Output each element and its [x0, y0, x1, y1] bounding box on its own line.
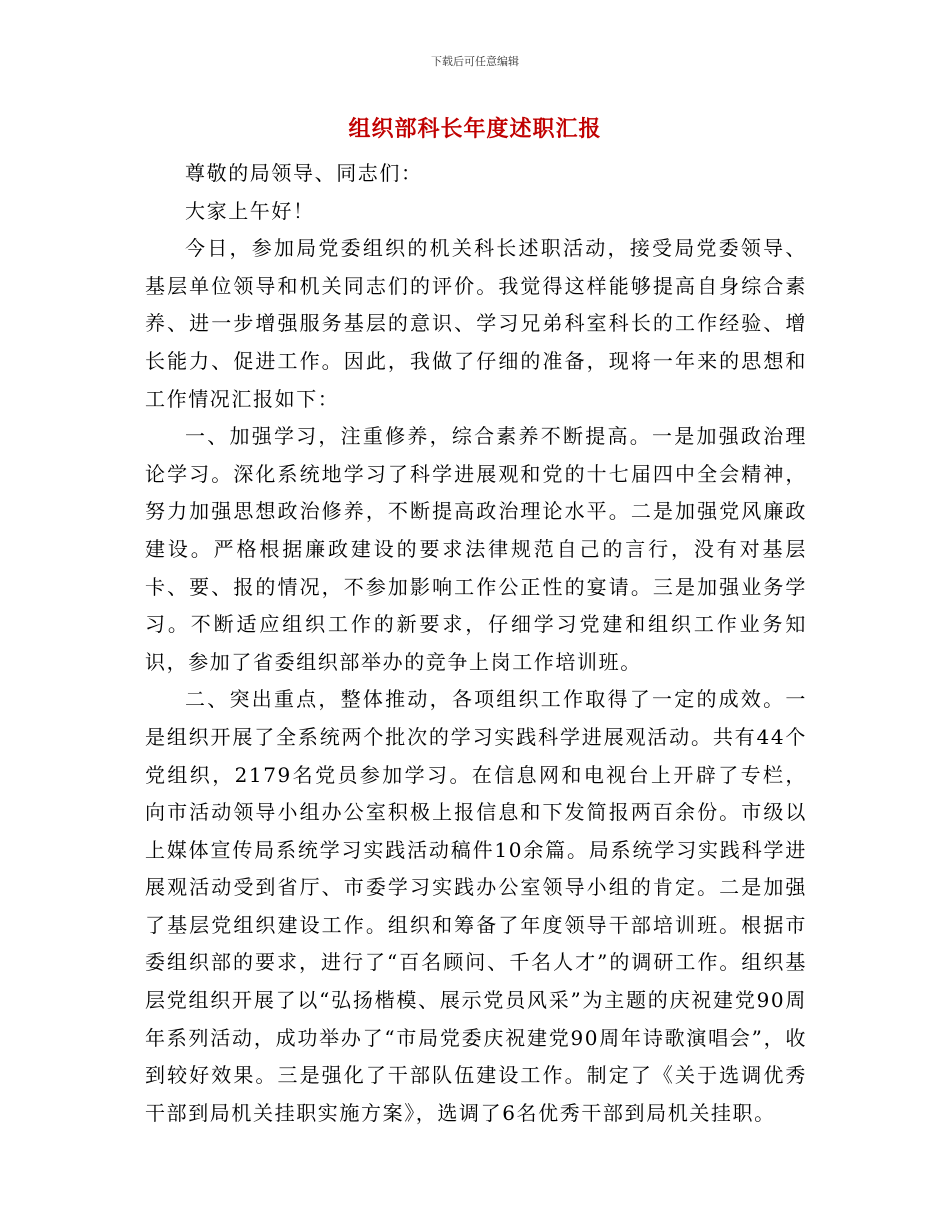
document-body [145, 155, 807, 1132]
greeting-paragraph: 大家上午好！ [185, 198, 315, 223]
document-title: 组织部科长年度述职汇报 [348, 117, 602, 142]
header-note: 下载后可任意编辑 [431, 55, 519, 68]
salutation-paragraph: 尊敬的局领导、同志们： [185, 161, 423, 185]
section-2-paragraph: 二、突出重点，整体推动，各项组织工作取得了一定的成效。一是组织开展了全系统两个批次的学习实践科学进展观活动。共有44个党组织，2179名党员参加学习。在信息网和电视台上开辟了专栏，向市活动领导小组办公室积极上报信息和下发简报两百余份。市级以上媒体宣传局系统学习实践活动稿件10余篇。局系统学习实践科学进展观活动受到省厅、市委学习实践办公室领导小组的肯定。二是加强了基层党组织建设工作。组织和筹备了年度领导干部培训班。根据市委组织部的要求，进行了“百名顾问、千名人才”的调研工作。组织基层党组织开展了以“弘扬楷模、展示党员风采”为主题的庆祝建党90周年系列活动，成功举办了“市局党委庆祝建党90周年诗歌演唱会”，收到较好效果。三是强化了干部队伍建设工作。制定了《关于选调优秀干部到局机关挂职实施方案》，选调了6名优秀干部到局机关挂职。 [145, 687, 807, 1125]
intro-paragraph: 今日，参加局党委组织的机关科长述职活动，接受局党委领导、基层单位领导和机关同志们的评价。我觉得这样能够提高自身综合素养、进一步增强服务基层的意识、学习兄弟科室科长的工作经验、增长能力、促进工作。因此，我做了仔细的准备，现将一年来的思想和工作情况汇报如下： [145, 236, 807, 411]
section-1-paragraph: 一、加强学习，注重修养，综合素养不断提高。一是加强政治理论学习。深化系统地学习了科学进展观和党的十七届四中全会精神，努力加强思想政治修养，不断提高政治理论水平。二是加强党风廉政建设。严格根据廉政建设的要求法律规范自己的言行，没有对基层卡、要、报的情况，不参加影响工作公正性的宴请。三是加强业务学习。不断适应组织工作的新要求，仔细学习党建和组织工作业务知识，参加了省委组织部举办的竞争上岗工作培训班。 [145, 424, 807, 674]
